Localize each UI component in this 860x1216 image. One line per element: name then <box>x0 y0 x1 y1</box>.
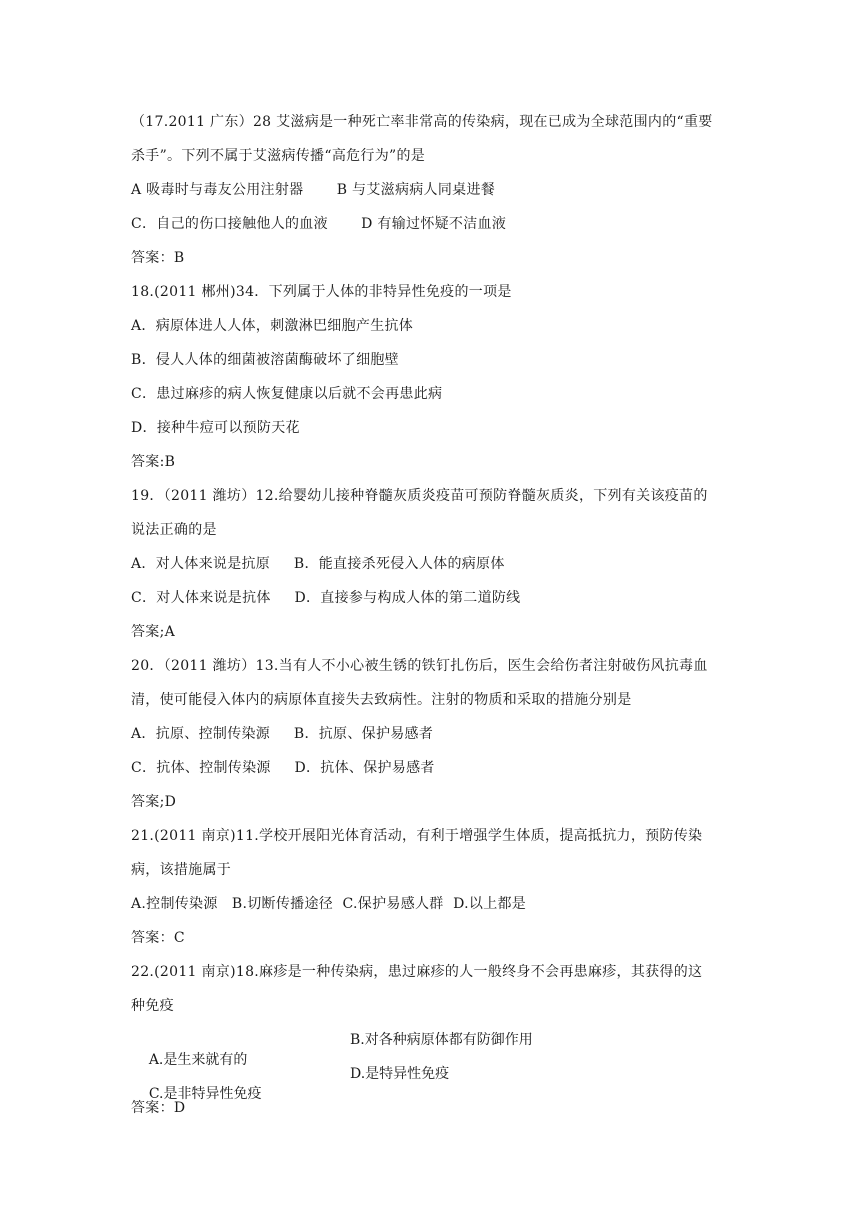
q22-stem-line-1: 22.(2011 南京)18.麻疹是一种传染病，患过麻疹的人一般终身不会再患麻疹，其获得的这 <box>131 964 703 980</box>
q17-options-ab: A 吸毒时与毒友公用注射器 B 与艾滋病病人同桌进餐 <box>131 182 496 198</box>
q21-answer: 答案：C <box>131 930 185 946</box>
q18-option-b: B．侵人人体的细菌被溶菌酶破坏了细胞壁 <box>131 352 399 368</box>
q19-stem-line-2: 说法正确的是 <box>131 522 217 538</box>
q20-stem-line-1: 20．（2011 潍坊）13.当有人不小心被生锈的铁钉扎伤后，医生会给伤者注射破伤风抗毒血 <box>131 658 708 674</box>
q17-stem-line-1: （17.2011 广东）28 艾滋病是一种死亡率非常高的传染病，现在已成为全球范围内的“重要 <box>131 114 713 130</box>
q22-option-c: C.是非特异性免疫 <box>148 1086 262 1102</box>
q21-stem-line-1: 21.(2011 南京)11.学校开展阳光体育活动，有利于增强学生体质，提高抵抗力，预防传染 <box>131 828 703 844</box>
q20-options-cd: C．抗体、控制传染源 D．抗体、保护易感者 <box>131 760 435 776</box>
q21-options: A.控制传染源 B.切断传播途径 C.保护易感人群 D.以上都是 <box>131 896 527 912</box>
q22-option-a: A.是生来就有的 <box>148 1052 248 1068</box>
q22-option-b: B.对各种病原体都有防御作用 <box>350 1032 533 1048</box>
q18-option-a: A．病原体进人人体，刺激淋巴细胞产生抗体 <box>131 318 414 334</box>
q18-option-d: D．接种牛痘可以预防天花 <box>131 420 300 436</box>
q20-stem-line-2: 清，使可能侵入体内的病原体直接失去致病性。注射的物质和采取的措施分别是 <box>131 692 632 708</box>
q22-answer: 答案：D <box>131 1100 186 1116</box>
q21-stem-line-2: 病，该措施属于 <box>131 862 232 878</box>
q19-options-cd: C．对人体来说是抗体 D．直接参与构成人体的第二道防线 <box>131 590 521 606</box>
q19-options-ab: A．对人体来说是抗原 B．能直接杀死侵入人体的病原体 <box>131 556 505 572</box>
q17-answer: 答案：B <box>131 250 185 266</box>
q19-answer: 答案;A <box>131 624 176 640</box>
q19-stem-line-1: 19．（2011 潍坊）12.给婴幼儿接种脊髓灰质炎疫苗可预防脊髓灰质炎，下列有关该疫苗的 <box>131 488 708 504</box>
q20-options-ab: A．抗原、控制传染源 B．抗原、保护易感者 <box>131 726 434 742</box>
q20-answer: 答案;D <box>131 794 177 810</box>
q17-stem-line-2: 杀手”。下列不属于艾滋病传播“高危行为”的是 <box>131 148 426 164</box>
q18-stem: 18.(2011 郴州)34．下列属于人体的非特异性免疫的一项是 <box>131 284 512 300</box>
q22-stem-line-2: 种免疫 <box>131 998 174 1014</box>
q22-option-d: D.是特异性免疫 <box>350 1066 450 1082</box>
q18-answer: 答案:B <box>131 454 176 470</box>
q18-option-c: C．患过麻疹的病人恢复健康以后就不会再患此病 <box>131 386 443 402</box>
q17-options-cd: C．自己的伤口接触他人的血液 D 有输过怀疑不洁血液 <box>131 216 507 232</box>
